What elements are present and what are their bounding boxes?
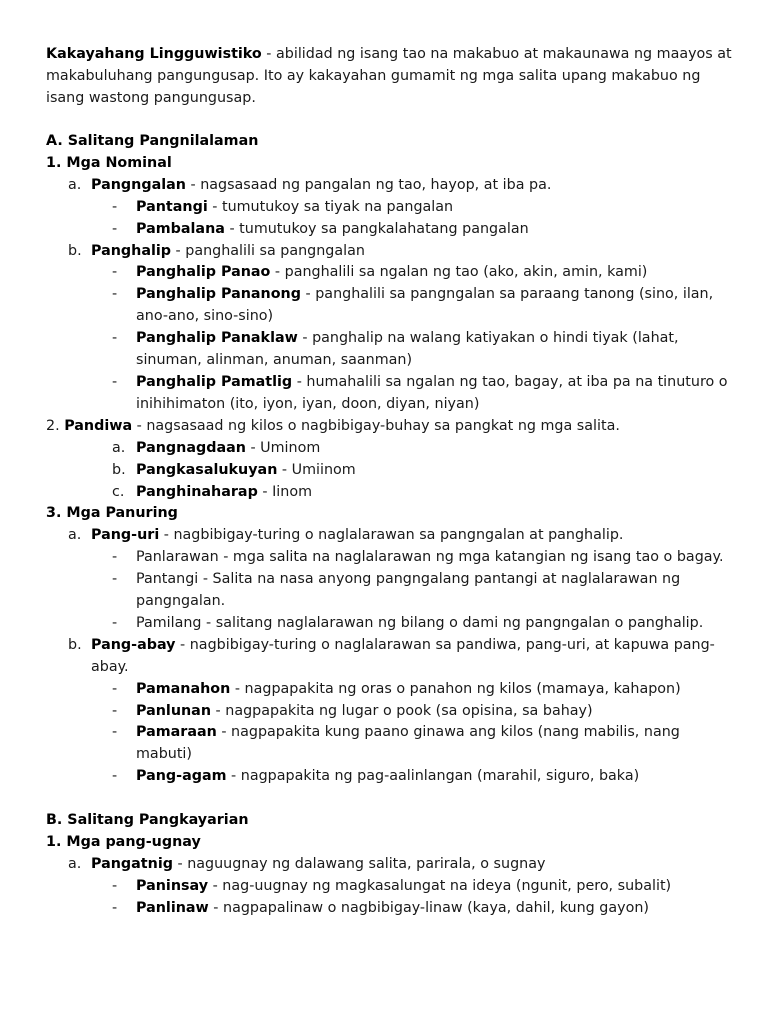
list-item-pangkasalukuyan <box>46 460 736 482</box>
panuring-title: 3. Mga Panuring <box>46 505 178 522</box>
list-marker: - <box>112 220 118 237</box>
list-item-pamaraan <box>46 722 736 766</box>
list-marker: c. <box>112 483 125 500</box>
list-marker: - <box>112 724 118 741</box>
item-desc: - nagpapakita ng oras o panahon ng kilos (mamaya, kahapon) <box>230 680 681 697</box>
item-desc: - panghalili sa pangngalan sa paraang tanong (sino, ilan, ano-ano, sino-sino) <box>136 286 714 325</box>
pandiwa-desc: - nagsasaad ng kilos o nagbibigay-buhay sa pangkat ng mga salita. <box>132 417 620 434</box>
item-desc: - tumutukoy sa tiyak na pangalan <box>207 198 454 215</box>
item-desc: - Iinom <box>257 483 312 500</box>
list-marker: - <box>112 571 118 588</box>
list-marker: - <box>112 373 118 390</box>
pandiwa-number: 2. <box>46 417 65 434</box>
item-desc: - nagsasaad ng pangalan ng tao, hayop, at iba pa. <box>185 176 552 193</box>
item-desc: - nagpapakita ng pag-aalinlangan (marahil, siguro, baka) <box>226 768 640 785</box>
item-term: Pang-abay <box>91 636 176 653</box>
item-term: Panghalip Panao <box>136 264 271 281</box>
list-item-pamilang <box>46 613 736 635</box>
list-marker: b. <box>68 636 82 653</box>
item-term: Panghinaharap <box>136 483 258 500</box>
section-a-heading <box>46 131 736 153</box>
list-item-paninsay <box>46 876 736 898</box>
item-desc: - humahalili sa ngalan ng tao, bagay, at iba pa na tinuturo o inihihimaton (ito, iyon, iyan, doon, diyan, niyan) <box>136 373 728 412</box>
item-desc: - nag-uugnay ng magkasalungat na ideya (ngunit, pero, subalit) <box>208 877 672 894</box>
item-term: Panghalip <box>91 242 172 259</box>
item-text: Panlarawan - mga salita na naglalarawan ng mga katangian ng isang tao o bagay. <box>136 549 724 566</box>
item-term: Pangkasalukuyan <box>136 461 278 478</box>
nominal-heading <box>46 153 736 175</box>
item-term: Panghalip Panaklaw <box>136 330 298 347</box>
item-term: Pangatnig <box>91 856 173 872</box>
item-term: Paninsay <box>136 877 209 894</box>
item-term: Panghalip Pamatlig <box>136 373 293 390</box>
list-marker: - <box>112 330 118 347</box>
item-desc: - panghalili sa pangngalan <box>171 242 365 259</box>
pang-ugnay-title: 1. Mga pang-ugnay <box>46 834 201 851</box>
item-desc: - nagbibigay-turing o naglalarawan sa pangngalan at panghalip. <box>159 527 624 544</box>
list-item-panlinaw <box>46 898 736 920</box>
list-item-panghalip-pananong <box>46 284 736 328</box>
list-item-panghalip <box>46 241 736 263</box>
item-term: Pamaraan <box>136 724 217 741</box>
list-item-pang-abay <box>46 635 736 679</box>
list-item-pang-agam <box>46 766 736 788</box>
list-item-pangatnig <box>46 854 736 876</box>
list-marker: - <box>112 286 118 303</box>
list-marker: a. <box>68 527 82 544</box>
list-marker: - <box>112 899 118 916</box>
item-term: Pang-uri <box>91 527 160 544</box>
list-marker: b. <box>112 461 126 478</box>
list-item-panghalip-panao <box>46 262 736 284</box>
item-desc: - Uminom <box>245 439 321 456</box>
list-item-pang-uri <box>46 525 736 547</box>
item-desc: - Umiinom <box>277 461 356 478</box>
pang-ugnay-heading <box>46 832 736 854</box>
item-term: Pamanahon <box>136 680 231 697</box>
list-marker: a. <box>68 176 82 193</box>
list-marker: a. <box>112 439 126 456</box>
section-a-title: A. Salitang Pangnilalaman <box>46 133 259 149</box>
item-term: Pangnagdaan <box>136 439 246 456</box>
section-b-heading <box>46 810 736 832</box>
item-text: Pantangi - Salita na nasa anyong pangngalang pantangi at naglalarawan ng pangngalan. <box>136 571 681 610</box>
nominal-title: 1. Mga Nominal <box>46 154 172 171</box>
list-marker: - <box>112 680 118 697</box>
item-term: Pantangi <box>136 198 208 215</box>
list-item-pambalana <box>46 219 736 241</box>
item-text: Pamilang - salitang naglalarawan ng bilang o dami ng pangngalan o panghalip. <box>136 614 704 631</box>
list-item-pangnagdaan <box>46 438 736 460</box>
item-term: Panlunan <box>136 702 212 719</box>
list-item-panlunan <box>46 701 736 723</box>
item-desc: - panghalip na walang katiyakan o hindi tiyak (lahat, sinuman, alinman, anuman, saanman) <box>136 330 679 369</box>
list-marker: b. <box>68 242 82 259</box>
list-marker: - <box>112 198 118 215</box>
list-item-panghalip-panaklaw <box>46 328 736 372</box>
item-desc: - nagpapakita ng lugar o pook (sa opisina, sa bahay) <box>211 702 593 719</box>
list-marker: - <box>112 768 118 785</box>
item-term: Panghalip Pananong <box>136 286 301 303</box>
section-b-title: B. Salitang Pangkayarian <box>46 812 249 829</box>
item-desc: - nagpapakita kung paano ginawa ang kilos (nang mabilis, nang mabuti) <box>136 724 680 763</box>
list-marker: - <box>112 702 118 719</box>
item-term: Pang-agam <box>136 768 227 785</box>
pandiwa-heading <box>46 416 736 438</box>
list-marker: - <box>112 614 118 631</box>
item-desc: - nagbibigay-turing o naglalarawan sa pandiwa, pang-uri, at kapuwa pang-abay. <box>91 636 715 675</box>
list-item-pantangi <box>46 197 736 219</box>
list-item-pangngalan <box>46 175 736 197</box>
list-marker: - <box>112 549 118 566</box>
list-marker: - <box>112 877 118 894</box>
intro-definition: - abilidad ng isang tao na makabuo at makaunawa ng maayos at makabuluhang pangungusap. Ito ay kakayahan gumamit ng mga salita upang makabuo ng isang wastong pangungusap. <box>46 46 732 106</box>
list-item-panghinaharap <box>46 482 736 504</box>
list-marker: - <box>112 264 118 281</box>
item-desc: - nagpapalinaw o nagbibigay-linaw (kaya, dahil, kung gayon) <box>208 899 649 916</box>
item-desc: - naguugnay ng dalawang salita, parirala, o sugnay <box>172 856 546 872</box>
item-term: Panlinaw <box>136 899 209 916</box>
list-item-panlarawan <box>46 547 736 569</box>
document-content <box>46 131 736 920</box>
intro-paragraph <box>46 44 736 110</box>
list-item-panghalip-pamatlig <box>46 372 736 416</box>
item-term: Pangngalan <box>91 176 186 193</box>
intro-term: Kakayahang Lingguwistiko <box>46 46 262 62</box>
pandiwa-term: Pandiwa <box>64 417 133 434</box>
list-item-pantangi-uri <box>46 569 736 613</box>
section-spacer <box>46 788 736 810</box>
item-desc: - panghalili sa ngalan ng tao (ako, akin, amin, kami) <box>270 264 648 281</box>
list-marker: a. <box>68 856 82 872</box>
list-item-pamanahon <box>46 679 736 701</box>
panuring-heading <box>46 503 736 525</box>
item-desc: - tumutukoy sa pangkalahatang pangalan <box>224 220 529 237</box>
item-term: Pambalana <box>136 220 225 237</box>
